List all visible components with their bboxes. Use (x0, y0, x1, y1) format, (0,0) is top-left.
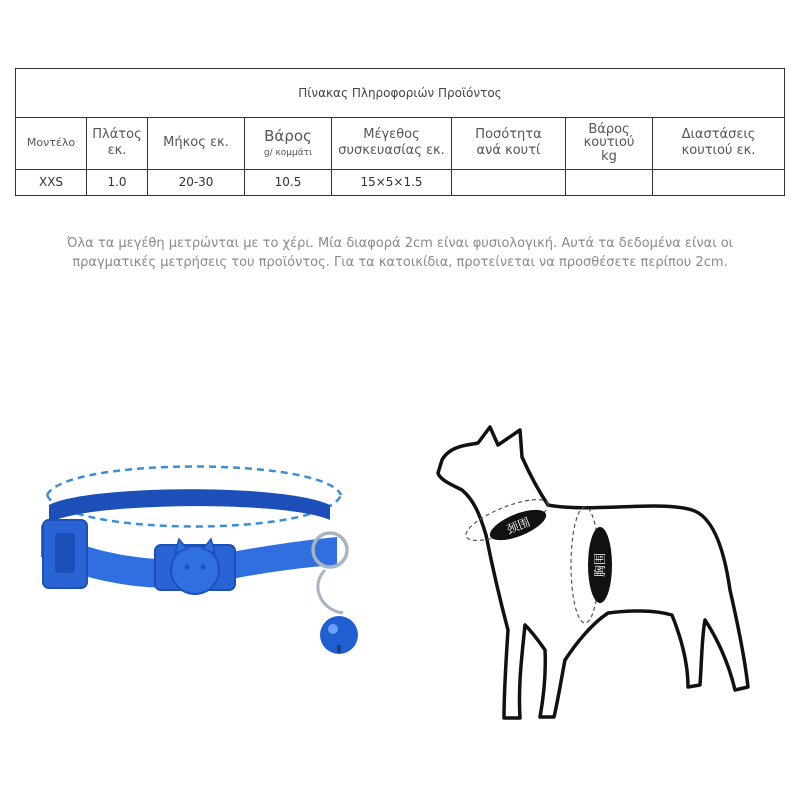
cat-eye-right (201, 565, 206, 570)
cat-face-icon (171, 546, 219, 594)
bell-ring (318, 570, 343, 613)
collar-illustration (25, 445, 365, 675)
header-box-weight: Βάρος κουτιού kg (566, 117, 653, 169)
cell-weight: 10.5 (245, 169, 332, 195)
cell-box-weight (566, 169, 653, 195)
header-package-size: Μέγεθος συσκευασίας εκ. (332, 117, 452, 169)
table-title: Πίνακας Πληροφοριών Προϊόντος (16, 69, 784, 118)
header-width: Πλάτος εκ. (87, 117, 148, 169)
dog-measurement-diagram (430, 425, 760, 725)
bell-slot (337, 645, 341, 653)
header-qty-per-box: Ποσότητα ανά κουτί (452, 117, 566, 169)
table-header-row (16, 117, 784, 170)
header-length: Μήκος εκ. (148, 117, 245, 169)
cell-length: 20-30 (148, 169, 245, 195)
neck-label: 颈围 (504, 514, 533, 537)
collar-left-slider-slot (55, 533, 75, 573)
cat-eye-left (185, 565, 190, 570)
note-line-2: πραγματικές μετρήσεις του προϊόντος. Για τα κατοικίδια, προτείνεται να προσθέσετε περίπου 2cm. (72, 255, 728, 270)
measurement-note (25, 234, 775, 272)
cell-box-dimensions (653, 169, 784, 195)
cell-qty-per-box (452, 169, 566, 195)
chest-label: 胸围 (593, 552, 607, 578)
table-row (16, 169, 784, 195)
bell-highlight (328, 624, 338, 634)
product-info-table (15, 68, 785, 196)
note-line-1: Όλα τα μεγέθη μετρώνται με το χέρι. Μία διαφορά 2cm είναι φυσιολογική. Αυτά τα δεδομένα είναι οι (66, 236, 734, 251)
cell-model: XXS (16, 169, 87, 195)
header-box-dimensions: Διαστάσεις κουτιού εκ. (681, 126, 756, 158)
header-model: Μοντέλο (16, 117, 87, 169)
cell-width: 1.0 (87, 169, 148, 195)
header-weight: Βάρος g/ κομμάτι (245, 117, 332, 169)
cell-package-size: 15×5×1.5 (332, 169, 452, 195)
